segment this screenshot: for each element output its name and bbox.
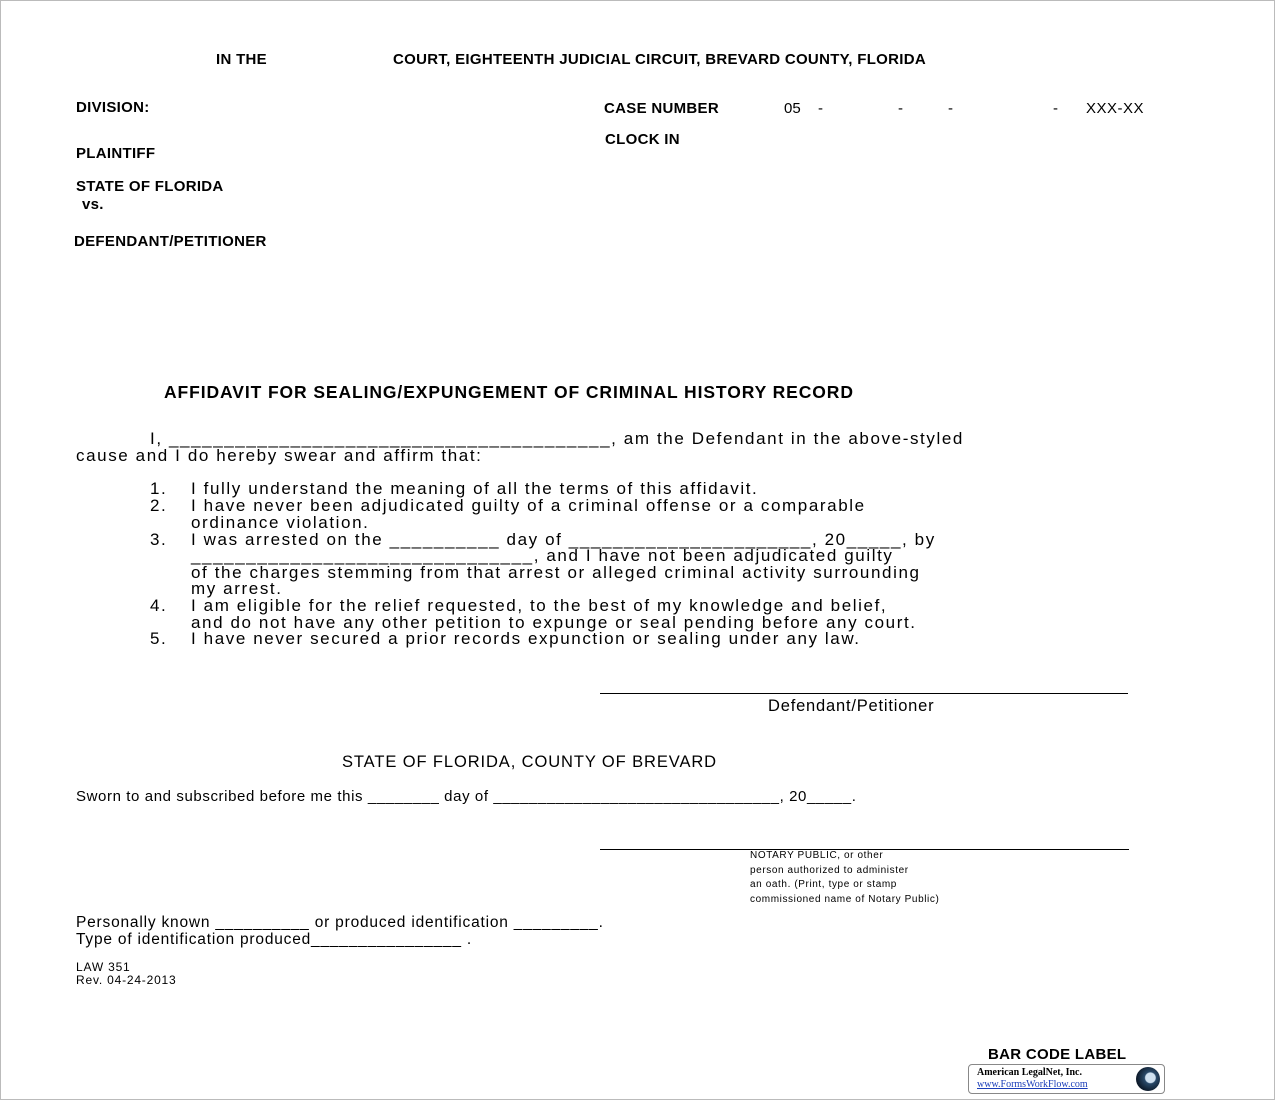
intro-line: cause and I do hereby swear and affirm that:: [76, 446, 483, 465]
item-text: ordinance violation.: [191, 513, 370, 532]
notary-caption: an oath. (Print, type or stamp: [750, 879, 897, 890]
form-revision: Rev. 04-24-2013: [76, 973, 177, 987]
notary-caption: commissioned name of Notary Public): [750, 894, 940, 905]
case-number-label: CASE NUMBER: [604, 100, 719, 117]
item-text: my arrest.: [191, 579, 283, 598]
identification-line: Personally known __________ or produced identification _________.: [76, 914, 604, 931]
form-id: LAW 351: [76, 960, 131, 974]
item-text: I have never been adjudicated guilty of a criminal offense or a comparable: [191, 496, 866, 515]
court-name: COURT, EIGHTEENTH JUDICIAL CIRCUIT, BREVARD COUNTY, FLORIDA: [393, 51, 926, 68]
case-number-prefix: 05: [784, 100, 801, 117]
division-label: DIVISION:: [76, 99, 150, 116]
logo-url-link[interactable]: www.FormsWorkFlow.com: [977, 1079, 1088, 1090]
document-title: AFFIDAVIT FOR SEALING/EXPUNGEMENT OF CRIMINAL HISTORY RECORD: [164, 382, 854, 402]
case-number-dash: -: [948, 100, 953, 117]
notary-caption: person authorized to administer: [750, 865, 909, 876]
item-number: 4.: [150, 596, 168, 615]
item-text: _______________________________, and I have not been adjudicated guilty: [191, 546, 894, 565]
notary-caption: NOTARY PUBLIC, or other: [750, 850, 884, 861]
item-text: I have never secured a prior records expunction or sealing under any law.: [191, 629, 861, 648]
item-text: I am eligible for the relief requested, to the best of my knowledge and belief,: [191, 596, 888, 615]
signature-label: Defendant/Petitioner: [768, 697, 935, 715]
item-text: I was arrested on the __________ day of ______________________, 20_____, by: [191, 530, 936, 549]
intro-line: I, ________________________________________, am the Defendant in the above-styled: [150, 429, 964, 448]
item-text: of the charges stemming from that arrest or alleged criminal activity surrounding: [191, 563, 921, 582]
item-number: 2.: [150, 496, 168, 515]
case-number-dash: -: [1053, 100, 1058, 117]
in-the-label: IN THE: [216, 51, 267, 68]
item-text: and do not have any other petition to expunge or seal pending before any court.: [191, 613, 917, 632]
american-legalnet-logo: [968, 1064, 1165, 1094]
identification-line: Type of identification produced________________ .: [76, 931, 472, 948]
item-number: 5.: [150, 629, 168, 648]
globe-icon: [1136, 1067, 1160, 1091]
sworn-statement: Sworn to and subscribed before me this ________ day of ________________________________, 20_____.: [76, 788, 857, 805]
item-number: 1.: [150, 479, 168, 498]
defendant-label: DEFENDANT/PETITIONER: [74, 233, 267, 250]
barcode-label: BAR CODE LABEL: [988, 1046, 1127, 1063]
venue: STATE OF FLORIDA, COUNTY OF BREVARD: [342, 753, 717, 771]
vs-label: vs.: [82, 196, 104, 213]
case-number-suffix: XXX-XX: [1086, 100, 1145, 117]
logo-name: American LegalNet, Inc.: [977, 1067, 1082, 1078]
case-number-dash: -: [898, 100, 903, 117]
plaintiff-label: PLAINTIFF: [76, 145, 156, 162]
clock-in-label: CLOCK IN: [605, 131, 680, 148]
item-number: 3.: [150, 530, 168, 549]
item-text: I fully understand the meaning of all the terms of this affidavit.: [191, 479, 759, 498]
signature-line: [600, 693, 1128, 694]
case-number-dash: -: [818, 100, 823, 117]
state-label: STATE OF FLORIDA: [76, 178, 224, 195]
